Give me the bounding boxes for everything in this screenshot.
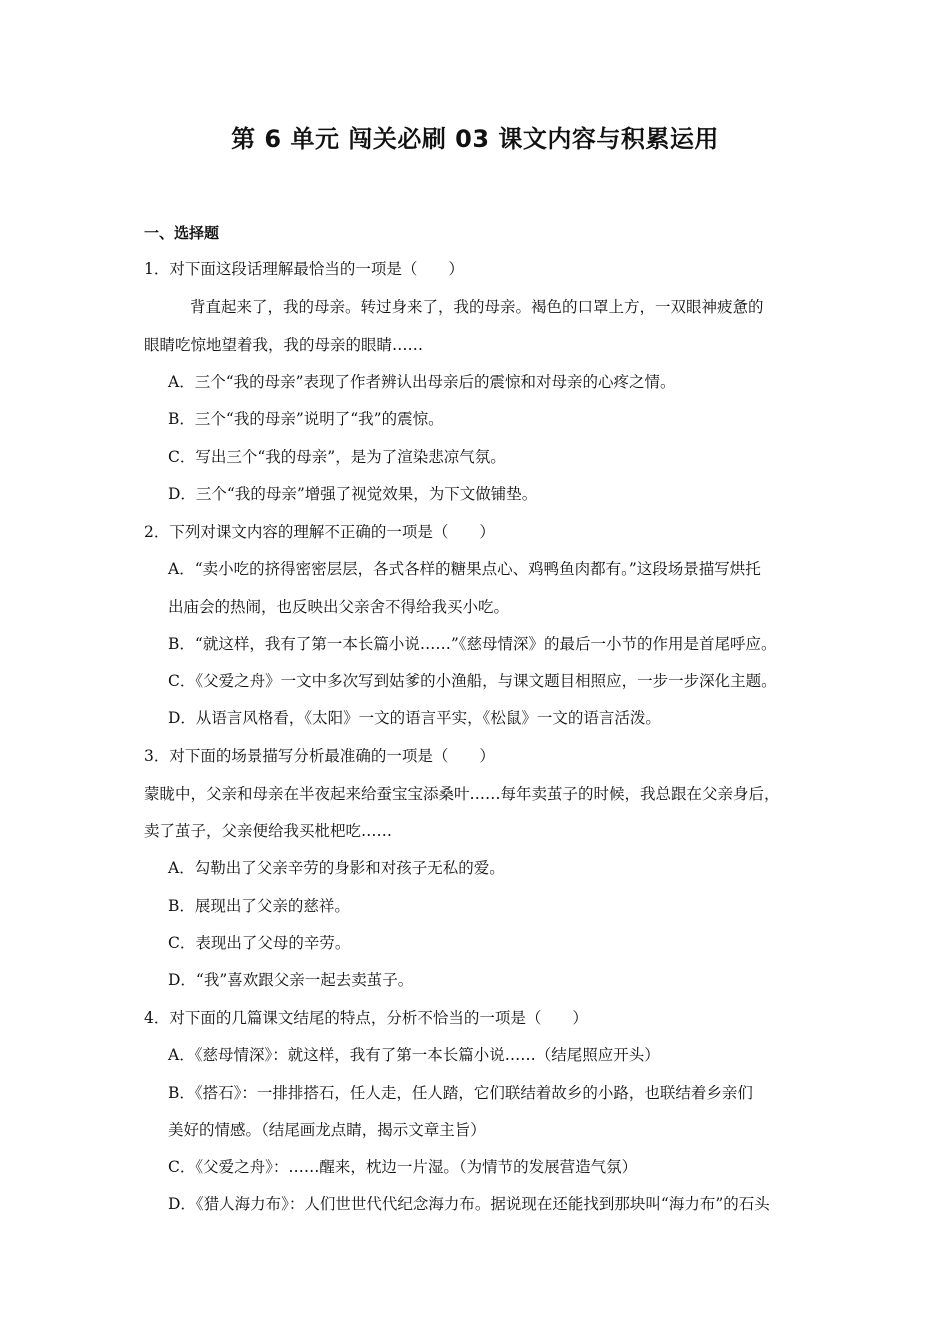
question-1-option-a: A．三个“我的母亲”表现了作者辨认出母亲后的震惊和对母亲的心疼之情。 <box>168 373 676 391</box>
question-1-option-c: C．写出三个“我的母亲”，是为了渲染悲凉气氛。 <box>168 448 506 466</box>
question-3-stem: 3．对下面的场景描写分析最准确的一项是（ ） <box>144 747 495 765</box>
question-1-passage-line-2: 眼睛吃惊地望着我，我的母亲的眼睛…… <box>144 336 424 354</box>
question-4-stem: 4．对下面的几篇课文结尾的特点，分析不恰当的一项是（ ） <box>144 1009 588 1027</box>
question-1-option-b: B．三个“我的母亲”说明了“我”的震惊。 <box>168 410 444 428</box>
question-3-passage-line-1: 蒙眬中，父亲和母亲在半夜起来给蚕宝宝添桑叶……每年卖茧子的时候，我总跟在父亲身后， <box>144 785 780 803</box>
question-2-stem: 2．下列对课文内容的理解不正确的一项是（ ） <box>144 523 495 541</box>
question-3-option-a: A．勾勒出了父亲辛劳的身影和对孩子无私的爱。 <box>168 859 505 877</box>
question-3-option-c: C．表现出了父母的辛劳。 <box>168 934 351 952</box>
question-1-stem: 1．对下面这段话理解最恰当的一项是（ ） <box>144 260 464 278</box>
question-1-passage-line-1: 背直起来了，我的母亲。转过身来了，我的母亲。褐色的口罩上方，一双眼神疲惫的 <box>190 298 764 316</box>
question-2-option-b: B．“就这样，我有了第一本长篇小说……”《慈母情深》的最后一小节的作用是首尾呼应。 <box>168 635 777 653</box>
question-4-option-c: C．《父爱之舟》：……醒来，枕边一片湿。（为情节的发展营造气氛） <box>168 1158 638 1176</box>
question-4-option-a: A．《慈母情深》：就这样，我有了第一本长篇小说……（结尾照应开头） <box>168 1046 660 1064</box>
question-3-option-d: D．“我”喜欢跟父亲一起去卖茧子。 <box>168 971 414 989</box>
question-4-option-d: D．《猎人海力布》：人们世世代代纪念海力布。据说现在还能找到那块叫“海力布”的石头 <box>168 1195 770 1213</box>
question-4-option-b-line-2: 美好的情感。（结尾画龙点睛，揭示文章主旨） <box>168 1121 486 1139</box>
document-title: 第 6 单元 闯关必刷 03 课文内容与积累运用 <box>231 125 719 153</box>
question-2-option-a-line-2: 出庙会的热闹，也反映出父亲舍不得给我买小吃。 <box>168 598 510 616</box>
question-1-option-d: D．三个“我的母亲”增强了视觉效果，为下文做铺垫。 <box>168 485 538 503</box>
question-2-option-a-line-1: A．“卖小吃的挤得密密层层，各式各样的糖果点心、鸡鸭鱼肉都有。”这段场景描写烘托 <box>168 560 761 578</box>
question-3-passage-line-2: 卖了茧子，父亲便给我买枇杷吃…… <box>144 822 393 840</box>
section-heading: 一、选择题 <box>144 224 220 242</box>
question-4-option-b-line-1: B．《搭石》：一排排搭石，任人走，任人踏，它们联结着故乡的小路，也联结着乡亲们 <box>168 1084 753 1102</box>
question-2-option-c: C．《父爱之舟》一文中多次写到姑爹的小渔船，与课文题目相照应，一步一步深化主题。 <box>168 672 777 690</box>
question-3-option-b: B．展现出了父亲的慈祥。 <box>168 897 350 915</box>
question-2-option-d: D．从语言风格看，《太阳》一文的语言平实，《松鼠》一文的语言活泼。 <box>168 709 661 727</box>
